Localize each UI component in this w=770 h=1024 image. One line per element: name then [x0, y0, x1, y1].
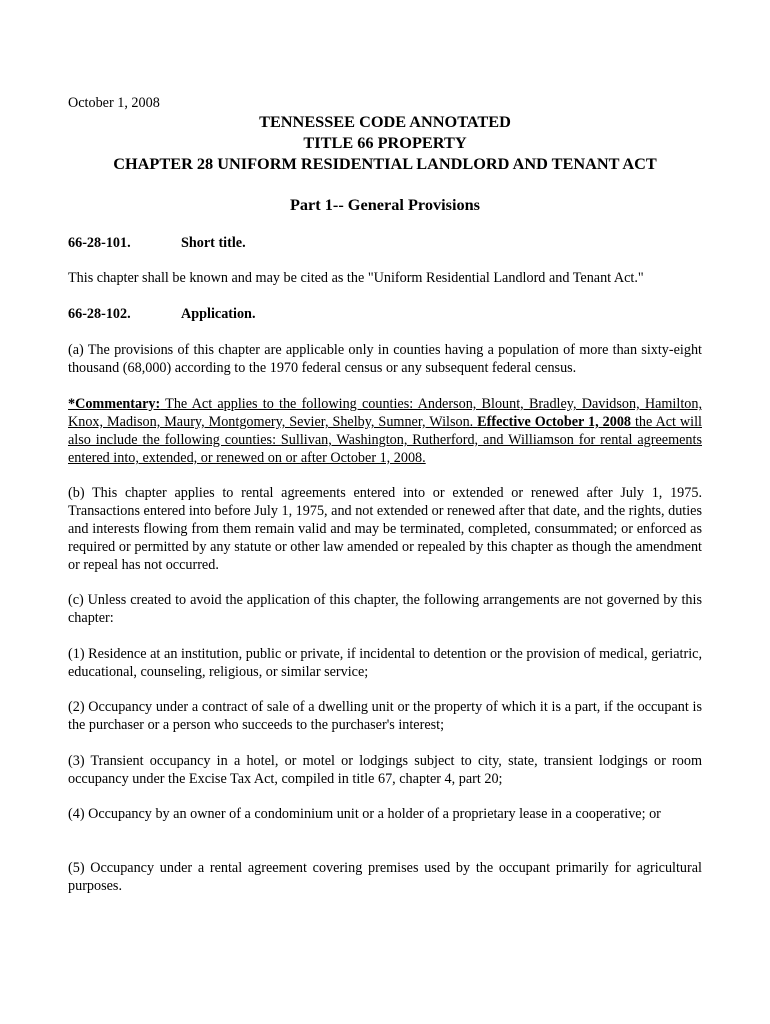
section-heading-101 — [68, 234, 246, 252]
section-101-text: This chapter shall be known and may be cited as the "Uniform Residential Landlord and Tenant Act." — [68, 270, 644, 286]
document-date: October 1, 2008 — [68, 95, 160, 111]
paragraph-b: (b) This chapter applies to rental agreements entered into or extended or renewed after July 1, 1975. Transactions entered into before July 1, 1975, and not extended or renewed after that date, and the rights, duties and interests flowing from them remain valid and may be terminated, completed, consummated; or enforced as required or permitted by any statute or other law amended or repealed by this chapter as though the amendment or repeal has not occurred. — [68, 485, 702, 573]
paragraph-a: (a) The provisions of this chapter are applicable only in counties having a population of more than sixty-eight thousand (68,000) according to the 1970 federal census or any subsequent federal census. — [68, 342, 702, 376]
commentary-label: *Commentary: — [68, 396, 161, 412]
title-chapter: CHAPTER 28 UNIFORM RESIDENTIAL LANDLORD AND TENANT ACT — [113, 154, 657, 173]
paragraph-c4: (4) Occupancy by an owner of a condominium unit or a holder of a proprietary lease in a cooperative; or — [68, 806, 661, 822]
section-title: Application. — [181, 306, 256, 322]
paragraph-c2: (2) Occupancy under a contract of sale of a dwelling unit or the property of which it is a part, if the occupant is the purchaser or a person who succeeds to the purchaser's interest; — [68, 699, 702, 733]
section-title: Short title. — [181, 235, 246, 251]
commentary-text-2: the Act will also include the following counties: Sullivan, Washington, Rutherford, and Williamson for rental agreements entered into, extended, or renewed on or after October 1, 2008. — [68, 414, 702, 466]
section-number: 66-28-101. — [68, 235, 131, 251]
paragraph-c1: (1) Residence at an institution, public or private, if incidental to detention or the provision of medical, geriatric, educational, counseling, religious, or similar service; — [68, 646, 702, 680]
title-code-annotated: TENNESSEE CODE ANNOTATED — [259, 112, 511, 131]
paragraph-c: (c) Unless created to avoid the application of this chapter, the following arrangements are not governed by this chapter: — [68, 592, 702, 626]
commentary-paragraph — [68, 395, 702, 467]
section-heading-102 — [68, 305, 256, 323]
commentary-effective-date: Effective October 1, 2008 — [477, 414, 632, 430]
paragraph-c3: (3) Transient occupancy in a hotel, or motel or lodgings subject to city, state, transient lodgings or room occupancy under the Excise Tax Act, compiled in title 67, chapter 4, part 20; — [68, 753, 702, 787]
title-property: TITLE 66 PROPERTY — [303, 133, 467, 152]
paragraph-c5: (5) Occupancy under a rental agreement covering premises used by the occupant primarily for agricultural purposes. — [68, 860, 702, 894]
commentary-text-1: The Act applies to the following counties: Anderson, Blount, Bradley, Davidson, Hamilton, Knox, Madison, Maury, Montgomery, Sevier, Shelby, Sumner, Wilson. — [68, 396, 702, 430]
section-number: 66-28-102. — [68, 306, 131, 322]
part-heading: Part 1-- General Provisions — [289, 195, 481, 214]
